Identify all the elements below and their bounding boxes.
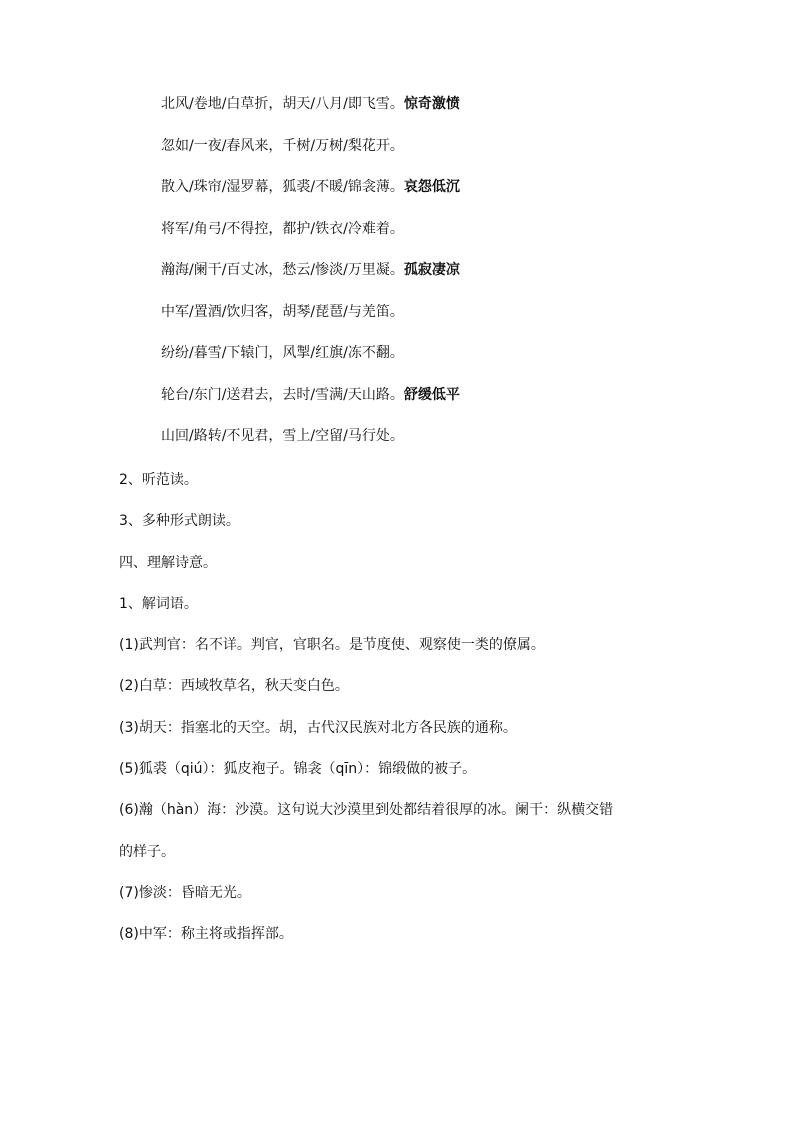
poem-text: 中军/置酒/饮归客，胡琴/琵琶/与羌笛。 bbox=[161, 303, 404, 320]
subsection-heading: 1、解词语。 bbox=[119, 595, 198, 612]
section-heading: 四、理解诗意。 bbox=[119, 554, 217, 571]
glossary-item-continued: 的样子。 bbox=[119, 843, 175, 860]
glossary-item: (7)惨淡：昏暗无光。 bbox=[119, 884, 251, 901]
glossary-item: (2)白草：西域牧草名，秋天变白色。 bbox=[119, 678, 349, 695]
poem-text: 忽如/一夜/春风来，千树/万树/梨花开。 bbox=[161, 137, 404, 154]
tone-label: 哀怨低沉 bbox=[403, 179, 460, 195]
glossary-item: (1)武判官：名不详。判官，官职名。是节度使、观察使一类的僚属。 bbox=[119, 637, 545, 654]
poem-text: 北风/卷地/白草折，胡天/八月/即飞雪。 bbox=[161, 96, 404, 112]
glossary-item: (3)胡天：指塞北的天空。胡，古代汉民族对北方各民族的通称。 bbox=[119, 719, 517, 736]
poem-line bbox=[161, 94, 460, 114]
tone-label: 舒缓低平 bbox=[403, 386, 460, 403]
poem-block bbox=[161, 94, 460, 468]
poem-line bbox=[161, 136, 460, 156]
poem-line bbox=[161, 177, 460, 197]
poem-text: 纷纷/暮雪/下辕门，风掣/红旗/冻不翻。 bbox=[161, 345, 404, 361]
poem-line bbox=[161, 426, 460, 446]
step-listen: 2、听范读。 bbox=[119, 472, 198, 488]
poem-line bbox=[161, 385, 460, 405]
poem-text: 散入/珠帘/湿罗幕，狐裘/不暖/锦衾薄。 bbox=[161, 179, 404, 195]
poem-text: 将军/角弓/不得控，都护/铁衣/冷难着。 bbox=[161, 220, 404, 237]
poem-line bbox=[161, 260, 460, 280]
poem-text: 山回/路转/不见君，雪上/空留/马行处。 bbox=[161, 428, 404, 444]
glossary-item: (8)中军：称主将或指挥部。 bbox=[119, 926, 293, 943]
tone-label: 孤寂凄凉 bbox=[403, 262, 460, 278]
glossary-item: (6)瀚（hàn）海：沙漠。这句说大沙漠里到处都结着很厚的冰。阑干：纵横交错 bbox=[119, 802, 614, 819]
glossary-item: (5)狐裘（qiú）：狐皮袍子。锦衾（qīn）：锦缎做的被子。 bbox=[119, 761, 477, 778]
tone-label: 惊奇激愤 bbox=[403, 96, 460, 112]
poem-line bbox=[161, 219, 460, 239]
poem-text: 轮台/东门/送君去，去时/雪满/天山路。 bbox=[161, 386, 404, 403]
body-text bbox=[119, 470, 679, 966]
poem-line bbox=[161, 302, 460, 322]
poem-text: 瀚海/阑干/百丈冰，愁云/惨淡/万里凝。 bbox=[161, 262, 404, 278]
poem-line bbox=[161, 343, 460, 363]
step-read-aloud: 3、多种形式朗读。 bbox=[119, 513, 240, 530]
